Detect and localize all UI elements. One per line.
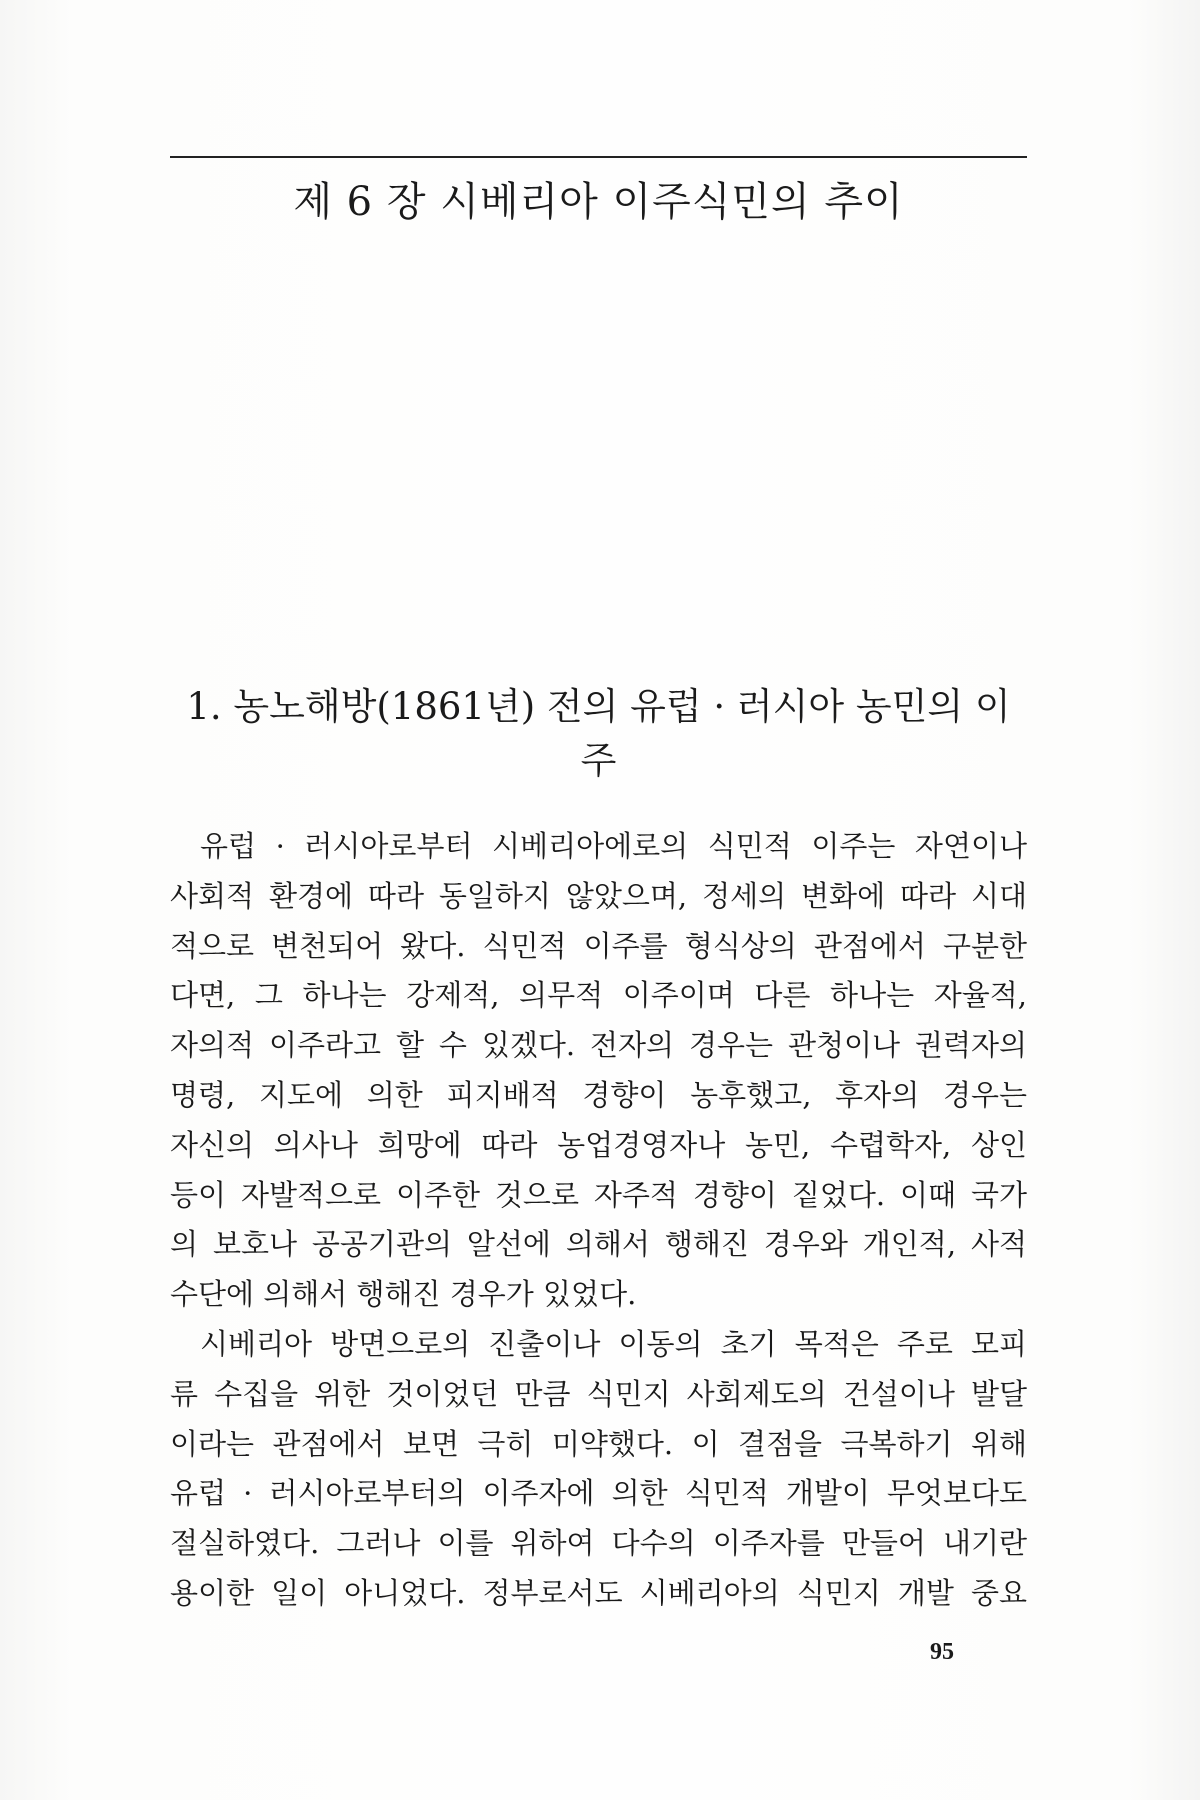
text-line: 용이한 일이 아니었다. 정부로서도 시베리아의 식민지 개발 중요 [170, 1575, 1027, 1610]
text-line: 유럽 · 러시아로부터의 이주자에 의한 식민적 개발이 무엇보다도 [170, 1476, 1027, 1511]
paragraph [170, 822, 1027, 1320]
page-number: 95 [930, 1639, 954, 1665]
text-line: 유럽 · 러시아로부터 시베리아에로의 식민적 이주는 자연이나 [200, 829, 1027, 863]
text-line: 다면, 그 하나는 강제적, 의무적 이주이며 다른 하나는 자율적, [170, 978, 1027, 1013]
text-line: 적으로 변천되어 왔다. 식민적 이주를 형식상의 관점에서 구분한 [170, 928, 1027, 963]
text-line: 명령, 지도에 의한 피지배적 경향이 농후했고, 후자의 경우는 [170, 1077, 1027, 1112]
body-text [170, 822, 1027, 1619]
text-line: 수단에 의해서 행해진 경우가 있었다. [170, 1277, 637, 1312]
section-title: 1. 농노해방(1861년) 전의 유럽 · 러시아 농민의 이주 [186, 685, 1011, 782]
text-line: 이라는 관점에서 보면 극히 미약했다. 이 결점을 극복하기 위해 [170, 1426, 1027, 1461]
paragraph [170, 1320, 1027, 1619]
text-line: 자신의 의사나 희망에 따라 농업경영자나 농민, 수렵학자, 상인 [170, 1127, 1027, 1162]
text-line: 의 보호나 공공기관의 알선에 의해서 행해진 경우와 개인적, 사적 [170, 1227, 1027, 1262]
text-line: 류 수집을 위한 것이었던 만큼 식민지 사회제도의 건설이나 발달 [170, 1376, 1027, 1411]
text-line: 절실하였다. 그러나 이를 위하여 다수의 이주자를 만들어 내기란 [170, 1526, 1027, 1561]
text-line: 자의적 이주라고 할 수 있겠다. 전자의 경우는 관청이나 권력자의 [170, 1028, 1027, 1063]
text-line: 등이 자발적으로 이주한 것으로 자주적 경향이 짙었다. 이때 국가 [170, 1177, 1027, 1212]
chapter-divider-rule [170, 156, 1027, 158]
text-line: 사회적 환경에 따라 동일하지 않았으며, 정세의 변화에 따라 시대 [170, 878, 1027, 913]
chapter-title: 제 6 장 시베리아 이주식민의 추이 [293, 179, 904, 225]
text-line: 시베리아 방면으로의 진출이나 이동의 초기 목적은 주로 모피 [200, 1326, 1027, 1361]
